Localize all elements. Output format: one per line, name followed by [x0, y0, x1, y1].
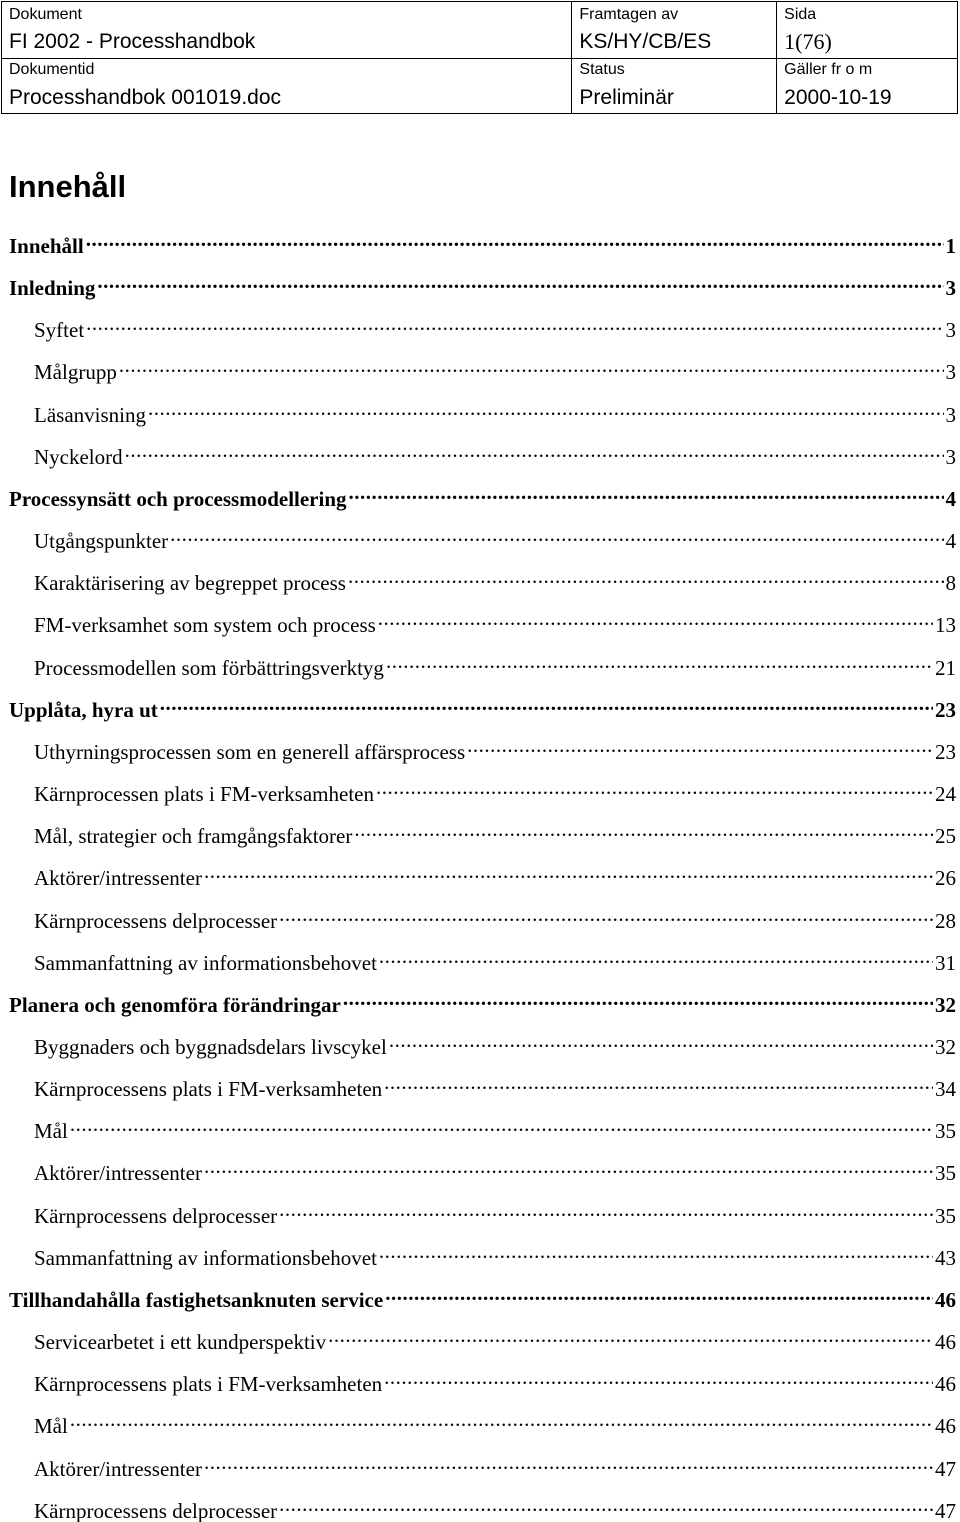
toc-entry-page-number: 32: [935, 1034, 956, 1059]
toc-entry-title: Utgångspunkter: [34, 529, 169, 554]
toc-entry-page-number: 47: [935, 1456, 956, 1481]
toc-dot-leader: [204, 1150, 933, 1180]
toc-entry-title: FM-verksamhet som system och process: [34, 613, 376, 638]
toc-dot-leader: [125, 434, 944, 464]
toc-dot-leader: [70, 1108, 933, 1138]
toc-entry-title: Aktörer/intressenter: [34, 866, 202, 891]
document-label: Dokument: [9, 6, 82, 23]
table-of-contents: [9, 223, 956, 1522]
toc-section-entry[interactable]: [9, 1319, 956, 1361]
toc-entry-page-number: 3: [945, 318, 956, 343]
toc-section-entry[interactable]: [9, 771, 956, 813]
document-header-table: [1, 1, 958, 114]
toc-section-entry[interactable]: [9, 1446, 956, 1488]
toc-dot-leader: [204, 855, 933, 885]
toc-entry-page-number: 47: [935, 1498, 956, 1522]
toc-dot-leader: [86, 307, 943, 337]
toc-entry-title: Kärnprocessens delprocesser: [34, 908, 278, 933]
toc-dot-leader: [148, 392, 944, 422]
toc-section-entry[interactable]: [9, 1488, 956, 1522]
toc-entry-title: Kärnprocessen plats i FM-verksamheten: [34, 782, 374, 807]
toc-entry-page-number: 46: [935, 1414, 956, 1439]
toc-entry-title: Processynsätt och processmodellering: [9, 486, 347, 511]
toc-entry-page-number: 8: [945, 571, 956, 596]
toc-dot-leader: [97, 265, 943, 295]
page-value: 1(76): [784, 29, 832, 54]
toc-entry-title: Upplåta, hyra ut: [9, 697, 158, 722]
toc-entry-title: Processmodellen som förbättringsverktyg: [34, 655, 384, 680]
status-value: Preliminär: [579, 86, 674, 109]
toc-entry-title: Målgrupp: [34, 360, 117, 385]
toc-entry-page-number: 24: [935, 782, 956, 807]
toc-dot-leader: [279, 898, 933, 928]
valid-from-value: 2000-10-19: [784, 86, 892, 109]
toc-entry-title: Läsanvisning: [34, 402, 146, 427]
toc-entry-page-number: 13: [935, 613, 956, 638]
prepared-by-label: Framtagen av: [579, 6, 679, 23]
toc-chapter-entry[interactable]: [9, 476, 956, 518]
toc-entry-page-number: 35: [935, 1203, 956, 1228]
toc-dot-leader: [119, 349, 944, 379]
toc-entry-page-number: 34: [935, 1077, 956, 1102]
toc-entry-page-number: 21: [935, 655, 956, 680]
toc-section-entry[interactable]: [9, 898, 956, 940]
toc-dot-leader: [354, 813, 933, 843]
toc-entry-page-number: 32: [935, 992, 956, 1017]
toc-entry-title: Tillhandahålla fastighetsanknuten service: [9, 1287, 384, 1312]
toc-section-entry[interactable]: [9, 307, 956, 349]
toc-dot-leader: [348, 560, 944, 590]
toc-section-entry[interactable]: [9, 1403, 956, 1445]
toc-entry-title: Servicearbetet i ett kundperspektiv: [34, 1330, 327, 1355]
toc-dot-leader: [86, 223, 944, 253]
toc-chapter-entry[interactable]: [9, 1277, 956, 1319]
toc-entry-title: Kärnprocessens plats i FM-verksamheten: [34, 1372, 383, 1397]
toc-entry-title: Mål: [34, 1119, 68, 1144]
toc-chapter-entry[interactable]: [9, 982, 956, 1024]
toc-entry-title: Planera och genomföra förändringar: [9, 992, 341, 1017]
toc-dot-leader: [389, 1024, 933, 1054]
toc-entry-page-number: 46: [935, 1287, 956, 1312]
toc-entry-title: Kärnprocessens delprocesser: [34, 1498, 278, 1522]
toc-section-entry[interactable]: [9, 1193, 956, 1235]
toc-entry-title: Inledning: [9, 276, 96, 301]
toc-section-entry[interactable]: [9, 940, 956, 982]
document-value: FI 2002 - Processhandbok: [9, 30, 256, 53]
toc-section-entry[interactable]: [9, 1235, 956, 1277]
toc-section-entry[interactable]: [9, 729, 956, 771]
toc-section-entry[interactable]: [9, 560, 956, 602]
page-cell: [777, 2, 958, 114]
toc-entry-page-number: 3: [945, 276, 956, 301]
toc-entry-title: Aktörer/intressenter: [34, 1161, 202, 1186]
toc-entry-title: Kärnprocessens plats i FM-verksamheten: [34, 1077, 383, 1102]
toc-dot-leader: [170, 518, 943, 548]
toc-entry-page-number: 1: [945, 234, 956, 258]
toc-entry-page-number: 46: [935, 1330, 956, 1355]
toc-entry-page-number: 35: [935, 1119, 956, 1144]
toc-entry-page-number: 23: [935, 697, 956, 722]
toc-dot-leader: [386, 645, 933, 675]
toc-entry-title: Uthyrningsprocessen som en generell affärsprocess: [34, 739, 466, 764]
toc-dot-leader: [384, 1361, 933, 1391]
toc-dot-leader: [328, 1319, 933, 1349]
toc-dot-leader: [343, 982, 933, 1012]
toc-entry-title: Nyckelord: [34, 444, 123, 469]
toc-entry-title: Innehåll: [9, 234, 84, 258]
toc-dot-leader: [467, 729, 933, 759]
toc-entry-title: Byggnaders och byggnadsdelars livscykel: [34, 1034, 387, 1059]
toc-entry-page-number: 4: [945, 486, 956, 511]
valid-from-label: Gäller fr o m: [784, 61, 873, 78]
toc-entry-title: Mål: [34, 1414, 68, 1439]
toc-section-entry[interactable]: [9, 813, 956, 855]
toc-entry-page-number: 46: [935, 1372, 956, 1397]
toc-dot-leader: [379, 1235, 933, 1265]
toc-entry-title: Aktörer/intressenter: [34, 1456, 202, 1481]
document-cell: [2, 2, 572, 114]
toc-entry-title: Mål, strategier och framgångsfaktorer: [34, 824, 353, 849]
toc-entry-page-number: 43: [935, 1245, 956, 1270]
toc-entry-title: Karaktärisering av begreppet process: [34, 571, 346, 596]
toc-entry-page-number: 3: [945, 444, 956, 469]
toc-entry-title: Syftet: [34, 318, 85, 343]
toc-section-entry[interactable]: [9, 1024, 956, 1066]
toc-dot-leader: [70, 1403, 933, 1433]
status-label: Status: [579, 61, 625, 78]
document-id-label: Dokumentid: [9, 61, 95, 78]
toc-section-entry[interactable]: [9, 1150, 956, 1192]
toc-chapter-entry[interactable]: [9, 265, 956, 307]
toc-section-entry[interactable]: [9, 1108, 956, 1150]
toc-section-entry[interactable]: [9, 602, 956, 644]
prepared-by-cell: [572, 2, 777, 114]
toc-section-entry[interactable]: [9, 855, 956, 897]
toc-dot-leader: [384, 1066, 933, 1096]
toc-entry-title: Kärnprocessens delprocesser: [34, 1203, 278, 1228]
toc-entry-page-number: 28: [935, 908, 956, 933]
toc-entry-page-number: 4: [945, 529, 956, 554]
toc-dot-leader: [204, 1446, 933, 1476]
toc-entry-title: Sammanfattning av informationsbehovet: [34, 1245, 377, 1270]
toc-dot-leader: [378, 602, 933, 632]
toc-dot-leader: [379, 940, 933, 970]
toc-section-entry[interactable]: [9, 434, 956, 476]
toc-section-entry[interactable]: [9, 349, 956, 391]
toc-entry-page-number: 3: [945, 402, 956, 427]
toc-section-entry[interactable]: [9, 518, 956, 560]
toc-chapter-entry[interactable]: [9, 223, 956, 265]
prepared-by-value: KS/HY/CB/ES: [579, 30, 712, 53]
toc-entry-page-number: 26: [935, 866, 956, 891]
toc-dot-leader: [279, 1488, 933, 1518]
toc-entry-title: Sammanfattning av informationsbehovet: [34, 950, 377, 975]
page-label: Sida: [784, 6, 817, 23]
toc-section-entry[interactable]: [9, 1361, 956, 1403]
toc-entry-page-number: 23: [935, 739, 956, 764]
toc-section-entry[interactable]: [9, 645, 956, 687]
toc-section-entry[interactable]: [9, 1066, 956, 1108]
toc-dot-leader: [376, 771, 933, 801]
toc-dot-leader: [385, 1277, 933, 1307]
toc-section-entry[interactable]: [9, 392, 956, 434]
toc-entry-page-number: 25: [935, 824, 956, 849]
toc-entry-page-number: 31: [935, 950, 956, 975]
toc-chapter-entry[interactable]: [9, 687, 956, 729]
document-id-value: Processhandbok 001019.doc: [9, 86, 282, 109]
toc-entry-page-number: 35: [935, 1161, 956, 1186]
toc-dot-leader: [349, 476, 944, 506]
toc-entry-page-number: 3: [945, 360, 956, 385]
toc-heading: Innehåll: [9, 169, 127, 204]
toc-dot-leader: [160, 687, 933, 717]
toc-dot-leader: [279, 1193, 933, 1223]
